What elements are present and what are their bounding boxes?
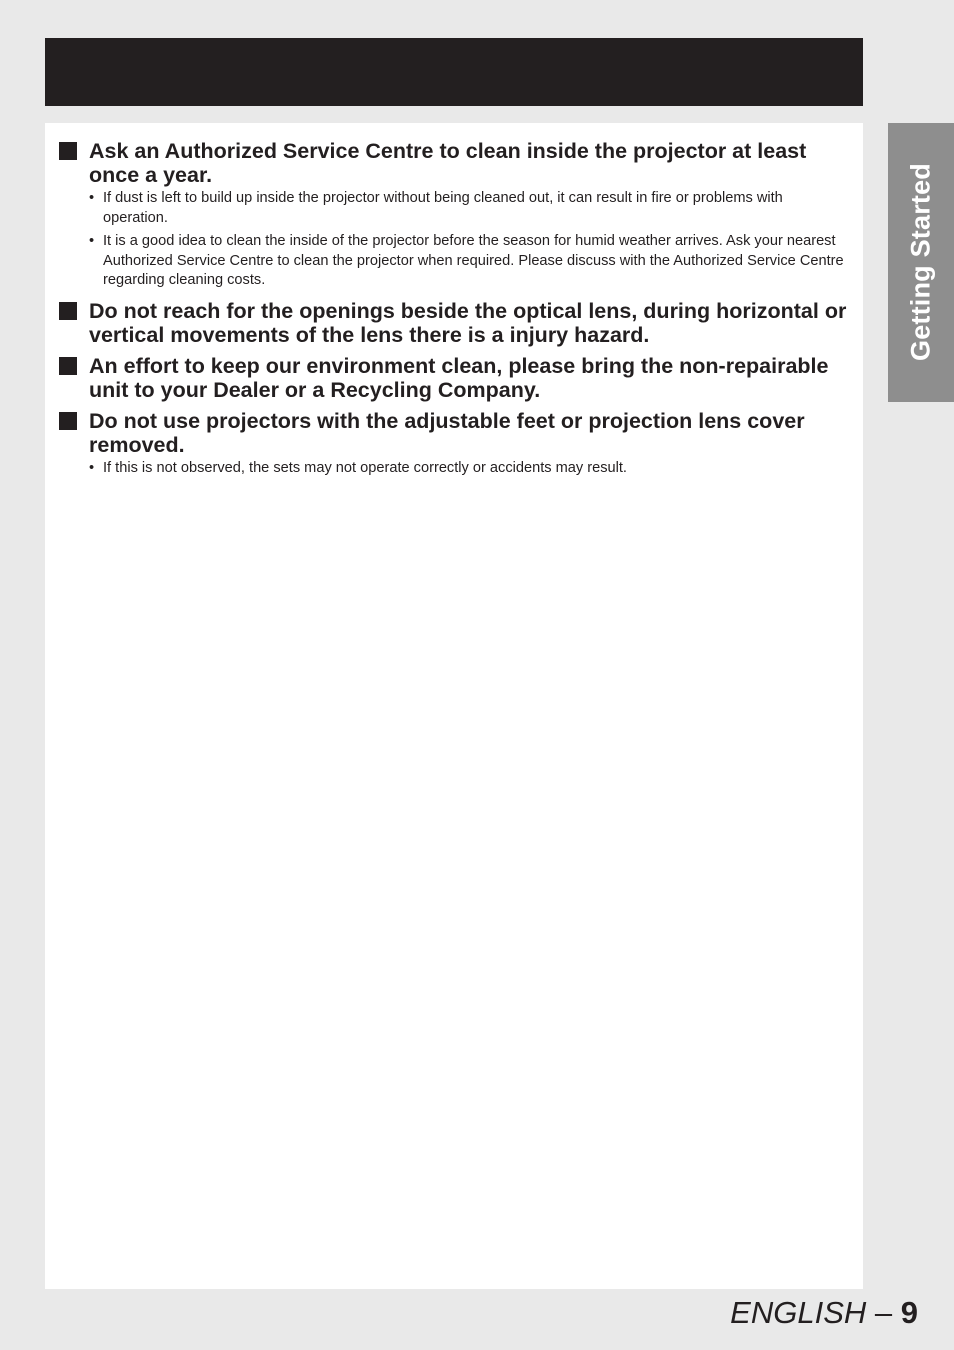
precaution-section bbox=[59, 354, 849, 402]
header-bar bbox=[45, 38, 863, 106]
square-bullet-icon bbox=[59, 412, 77, 430]
precaution-section bbox=[59, 139, 849, 291]
page-number: 9 bbox=[900, 1295, 918, 1330]
page-footer bbox=[730, 1293, 918, 1333]
precaution-section bbox=[59, 409, 849, 479]
square-bullet-icon bbox=[59, 142, 77, 160]
footer-separator: – bbox=[866, 1295, 901, 1330]
square-bullet-icon bbox=[59, 357, 77, 375]
bullet-dot-icon: • bbox=[89, 460, 95, 476]
bullet-dot-icon: • bbox=[89, 190, 95, 206]
square-bullet-icon bbox=[59, 302, 77, 320]
section-heading: Do not use projectors with the adjustable feet or projection lens cover removed. bbox=[59, 409, 849, 457]
section-heading: Ask an Authorized Service Centre to clean inside the projector at least once a year. bbox=[59, 139, 849, 187]
section-heading: Do not reach for the openings beside the optical lens, during horizontal or vertical movements of the lens there is a injury hazard. bbox=[59, 299, 849, 347]
list-item: • It is a good idea to clean the inside of the projector before the season for humid weather arrives. Ask your nearest Authorized Service Centre to clean the projector when required. Please discuss with the Authorized Service Centre regarding cleaning costs. bbox=[89, 233, 844, 288]
content-panel bbox=[45, 123, 863, 1289]
section-tab-label: Getting Started bbox=[905, 162, 936, 362]
section-heading: An effort to keep our environment clean, please bring the non-repairable unit to your Dealer or a Recycling Company. bbox=[59, 354, 849, 402]
footer-language: ENGLISH bbox=[730, 1295, 867, 1330]
section-tab bbox=[888, 123, 954, 402]
precaution-section bbox=[59, 299, 849, 347]
list-item: • If dust is left to build up inside the projector without being cleaned out, it can result in fire or problems with operation. bbox=[89, 190, 783, 226]
bullet-dot-icon: • bbox=[89, 233, 95, 249]
list-item: • If this is not observed, the sets may not operate correctly or accidents may result. bbox=[89, 459, 849, 479]
